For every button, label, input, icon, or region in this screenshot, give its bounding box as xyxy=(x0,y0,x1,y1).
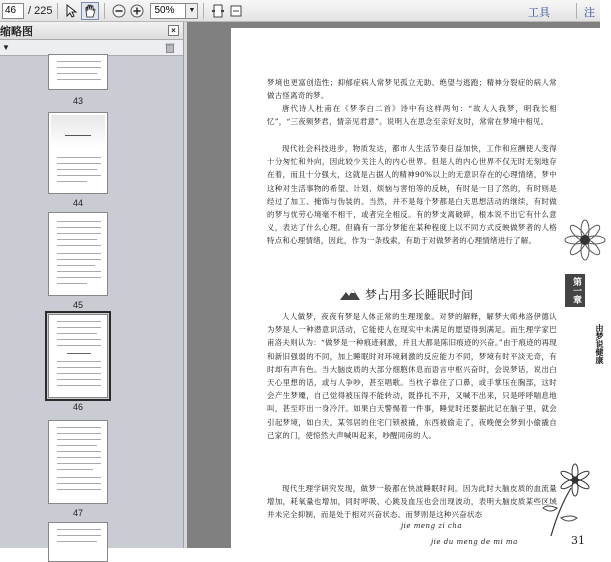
footer-pinyin-bottom: jie du meng de mi ma xyxy=(431,538,518,546)
zoom-in-button[interactable] xyxy=(128,2,146,20)
select-tool-button[interactable] xyxy=(63,2,81,20)
page-thumbnail[interactable] xyxy=(48,112,108,194)
delete-pages-button[interactable] xyxy=(165,42,175,56)
paragraph: 现代社会科技进步，物质发达，都市人生活节奏日益加快，工作和应酬使人变得十分匆忙和外向，因此较少关注人的内心世界。但是人的内心世界不仅无时无刻地存在着，而且十分强大，这就是占据人的精神90%以上的无意识存在的心理情绪，梦中这种对生活事物的希望、计划、烦恼与害怕等的反映，有时是一目了然的，有时则是经过了加工、掩饰与伪装的。当然，并不是每个梦都是白天思想活动的继续，有时做的梦与忧劳心境毫不相干，或者完全相反。有的梦支离破碎，根本说不出它有什么意义，表达了什么心理。但确有一部分梦能在某种程度上以不同方式反映做梦者的人格特点和心理情绪，因此，作为一条线索，有助于对做梦者的心理情绪进行了解。 xyxy=(267,144,557,246)
page-thumbnail[interactable] xyxy=(48,522,108,562)
close-panel-button[interactable]: × xyxy=(168,25,179,36)
page-total-label: / 225 xyxy=(28,4,53,17)
page-number: 31 xyxy=(571,534,585,547)
toolbar-separator xyxy=(576,3,577,19)
main-toolbar xyxy=(0,0,600,22)
flower-illustration xyxy=(531,448,601,538)
section-heading-text: 梦占用多长睡眠时间 xyxy=(365,287,474,302)
hand-tool-button[interactable] xyxy=(81,2,99,20)
zoom-dropdown-button[interactable] xyxy=(186,3,198,19)
chevron-down-icon: ▼ xyxy=(188,7,196,14)
fit-page-button[interactable] xyxy=(209,2,227,20)
document-viewer[interactable] xyxy=(187,22,605,548)
toolbar-separator xyxy=(203,3,204,19)
zoom-in-icon xyxy=(130,4,144,18)
page-thumbnail[interactable] xyxy=(48,420,108,504)
footer-pinyin-top: jie meng zi cha xyxy=(401,522,463,530)
toolbar-separator xyxy=(104,3,105,19)
zoom-out-icon xyxy=(112,4,126,18)
cursor-icon xyxy=(65,4,79,18)
options-dropdown-icon[interactable]: ▼ xyxy=(2,43,10,52)
thumbnails-panel-header xyxy=(0,22,183,40)
page-thumbnail-selected[interactable] xyxy=(48,314,108,398)
running-side-title: 由梦说健康 xyxy=(595,324,605,364)
section-heading xyxy=(339,284,473,304)
fit-width-icon xyxy=(229,4,243,18)
tools-menu[interactable]: 工具 xyxy=(528,7,550,19)
page-thumbnail[interactable] xyxy=(48,212,108,296)
panel-title: 缩略图 xyxy=(0,25,33,38)
paragraph: 现代生理学研究发现，做梦一般都在快波睡眠时间。因为此时大脑皮质的血流量增加，耗氧量也增加，同时呼吸、心跳及血压也会出现波动，表明大脑皮质某些区域并未完全抑制，而是处于相对兴奋状态。而梦则是这种兴奋状态 xyxy=(267,484,557,520)
flower-decoration xyxy=(559,218,611,278)
thumbnail-page-label: 47 xyxy=(72,508,83,518)
comment-menu[interactable]: 注 xyxy=(584,7,595,19)
mountain-icon xyxy=(339,287,361,301)
chapter-label: 第一章 xyxy=(565,274,585,307)
paragraph: 唐代诗人杜甫在《梦李白二首》诗中有这样两句：“故人入我梦，明我长相忆”，“三夜频梦君，情亲见君意”。说明人在思念至亲好友时，常常在梦境中相见。 xyxy=(267,104,557,127)
paragraph: 人人做梦，夜夜有梦是人体正常的生理现象。对梦的解释，解梦大师弗洛伊德认为梦是人一种潜意识活动，它能使人在现实中未满足的愿望得到满足。而生理学家巴甫洛夫则认为：“做梦是一种痕迹刺激，并且大都是陈旧痕迹的兴奋。”由于痕迹的再现和新旧强弱的不同，加上睡眠时对环境刺激的反应能力不同，梦境有时平淡无奇，有时却有声有色。当大脑皮质的大部分细胞休息而语言中枢兴奋时，会说梦话，说出白天心里想的话，或与人争吵，甚至唱歌。当枕子靠住了口鼻，或手掌压在胸部，这时会产生梦魇，自己觉得被压得不能转动，既挣扎不开，又喊不出来，只是呼呼喘息地叫，甚至吓出一身冷汗。如果白天警惕着一件事，睡觉时还要据此记在脑子里，就会引起梦境，如白天，某邻居的住宅门锁被撬，东西被偷走了，夜晚便会梦到小偷撬自己家的门，使惊然大声喊叫起来，吵醒同房的人。 xyxy=(267,312,557,440)
thumbnail-page-label: 45 xyxy=(72,300,83,310)
thumbnails-panel xyxy=(0,22,184,548)
fit-width-button[interactable] xyxy=(227,2,245,20)
zoom-out-button[interactable] xyxy=(110,2,128,20)
paragraph: 梦境也更富创造性；抑郁症病人常梦见孤立无助、绝望与逃跑；精神分裂症的病人常做古怪离奇的梦。 xyxy=(267,78,557,101)
thumbnail-page-label: 43 xyxy=(72,96,83,106)
hand-icon xyxy=(83,4,97,18)
thumbnail-list[interactable] xyxy=(0,56,183,546)
toolbar-separator xyxy=(57,3,58,19)
thumbnail-page-label: 46 xyxy=(72,402,83,412)
trash-icon xyxy=(165,42,175,53)
fit-page-icon xyxy=(211,4,225,18)
document-page xyxy=(231,28,611,558)
thumbnail-page-label: 44 xyxy=(72,198,83,208)
page-number-input[interactable] xyxy=(2,3,24,19)
zoom-level-input[interactable] xyxy=(150,3,186,19)
page-thumbnail[interactable] xyxy=(48,54,108,90)
